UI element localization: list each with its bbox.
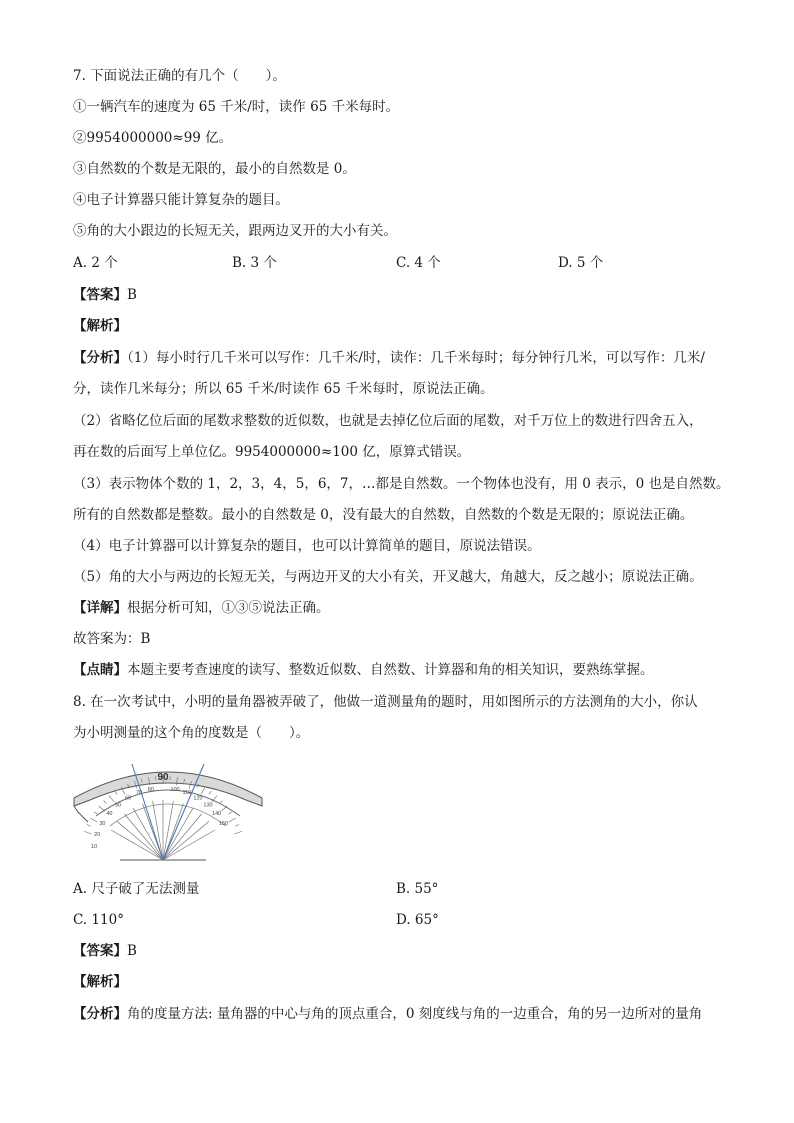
protractor-tick [201, 787, 205, 794]
q7-xiangjie-line [73, 599, 330, 617]
q8-option-c: C. 110° [73, 912, 124, 928]
protractor-tick [229, 812, 232, 814]
protractor-tick [87, 825, 91, 827]
protractor-scale-label: 70 [135, 790, 143, 797]
protractor-scale-label: 140 [212, 811, 222, 818]
q7-statement-1: ①一辆汽车的速度为 65 千米/时，读作 65 千米每时。 [73, 99, 400, 115]
fenxi-tag: 【分析】 [73, 350, 127, 366]
q7-analysis-title: 【解析】 [73, 318, 127, 334]
q7-fenxi-4: （4）电子计算器可以计算复杂的题目，也可以计算简单的题目，原说法错误。 [73, 538, 541, 554]
q8-option-a: A. 尺子破了无法测量 [73, 881, 200, 897]
q7-fenxi-3a: （3）表示物体个数的 1，2，3，4，5，6，7，…都是自然数。一个物体也没有，用 0 表示，0 也是自然数。 [73, 476, 730, 492]
q8-fenxi-line [73, 1005, 702, 1023]
q7-fenxi-5: （5）角的大小与两边的长短无关，与两边开叉的大小有关，开叉越大，角越大，反之越小；原说法正确。 [73, 569, 703, 585]
protractor-label-90: 90 [157, 772, 169, 783]
q7-stem: 7. 下面说法正确的有几个（ ）。 [73, 68, 286, 84]
answer-tag: 【答案】 [73, 287, 127, 303]
protractor-tick [99, 806, 105, 811]
q7-dianjing-line [73, 661, 654, 679]
protractor-tick [221, 806, 227, 811]
broken-protractor-figure [70, 756, 266, 868]
protractor-scale-label: 50 [114, 802, 122, 809]
q7-answer-line [73, 286, 137, 304]
protractor-tick [94, 812, 97, 814]
q7-statement-4: ④电子计算器只能计算复杂的题目。 [73, 192, 289, 208]
protractor-scale-label: 80 [147, 787, 154, 794]
q7-fenxi-2b: 再在数的后面写上单位亿。9954000000≈100 亿，原算式错误。 [73, 444, 471, 460]
protractor-scale-label: 120 [193, 795, 203, 802]
q7-fenxi-1a: （1）每小时行几千米可以写作：几千米/时，读作：几千米每时；每分钟行几米，可以写作：几米/ [127, 350, 705, 366]
protractor-tick [209, 791, 211, 794]
q8-stem-b: 为小明测量的这个角的度数是（ ）。 [73, 725, 310, 741]
q7-xiangjie-text: 根据分析可知，①③⑤说法正确。 [127, 600, 330, 616]
q7-statement-5: ⑤角的大小跟边的长短无关，跟两边叉开的大小有关。 [73, 223, 397, 239]
q7-option-d: D. 5 个 [558, 255, 604, 271]
q7-option-b: B. 3 个 [232, 255, 277, 271]
protractor-scale-label: 10 [91, 843, 98, 850]
q7-statement-2: ②9954000000≈99 亿。 [73, 130, 233, 146]
answer-tag: 【答案】 [73, 943, 127, 959]
q7-fenxi-2a: （2）省略亿位后面的尾数求整数的近似数，也就是去掉亿位后面的尾数，对千万位上的数进行四舍五入， [73, 413, 703, 429]
protractor-tick [115, 791, 117, 794]
protractor-ray [163, 830, 215, 860]
q7-dianjing-text: 本题主要考查速度的读写、整数近似数、自然数、计算器和角的相关知识，要熟练掌握。 [127, 662, 654, 678]
protractor-tick [234, 831, 242, 834]
protractor-ray [124, 814, 163, 860]
protractor-tick [84, 831, 92, 834]
q8-answer-value: B [127, 943, 137, 959]
q8-option-b: B. 55° [396, 881, 439, 897]
protractor-scale-label: 30 [99, 821, 106, 827]
q7-fenxi-1b: 分，读作几米每分；所以 65 千米/时读作 65 千米每时，原说法正确。 [73, 381, 494, 397]
q8-option-d: D. 65° [396, 912, 439, 928]
q7-option-c: C. 4 个 [396, 255, 441, 271]
protractor-scale-label: 40 [106, 811, 113, 818]
xiangjie-tag: 【详解】 [73, 600, 127, 616]
protractor-scale-label: 100 [170, 787, 180, 794]
protractor-scale-label: 60 [124, 795, 132, 802]
protractor-tick [236, 825, 240, 827]
q7-option-a: A. 2 个 [73, 255, 118, 271]
q8-fenxi-text: 角的度量方法: 量角器的中心与角的顶点重合，0 刻度线与角的一边重合，角的另一边所对的量角 [127, 1006, 703, 1022]
fenxi-tag: 【分析】 [73, 1006, 127, 1022]
protractor-tick [229, 818, 236, 822]
protractor-scale-label: 150 [219, 821, 229, 827]
protractor-tick [220, 801, 223, 804]
protractor-tick [109, 796, 114, 802]
q7-conclusion: 故答案为：B [73, 631, 151, 647]
dianjing-tag: 【点睛】 [73, 662, 127, 678]
protractor-scale-label: 130 [203, 802, 213, 809]
q7-fenxi-3b: 所有的自然数都是整数。最小的自然数是 0，没有最大的自然数，自然数的个数是无限的；原说法正确。 [73, 507, 694, 523]
q8-stem-a: 8. 在一次考试中，小明的量角器被弄破了，他做一道测量角的题时，用如图所示的方法测角的大小，你认 [73, 694, 698, 710]
q8-answer-line [73, 942, 137, 960]
protractor-tick [90, 818, 97, 822]
protractor-scale-label: 20 [94, 832, 101, 839]
protractor-scale-label: 110 [182, 790, 192, 797]
q7-fenxi-line-1 [73, 349, 705, 367]
q7-answer-value: B [127, 287, 137, 303]
protractor-tick [104, 801, 107, 804]
q7-statement-3: ③自然数的个数是无限的，最小的自然数是 0。 [73, 161, 356, 177]
protractor-ray [163, 814, 202, 860]
q8-analysis-title: 【解析】 [73, 974, 127, 990]
protractor-rays [111, 800, 215, 860]
